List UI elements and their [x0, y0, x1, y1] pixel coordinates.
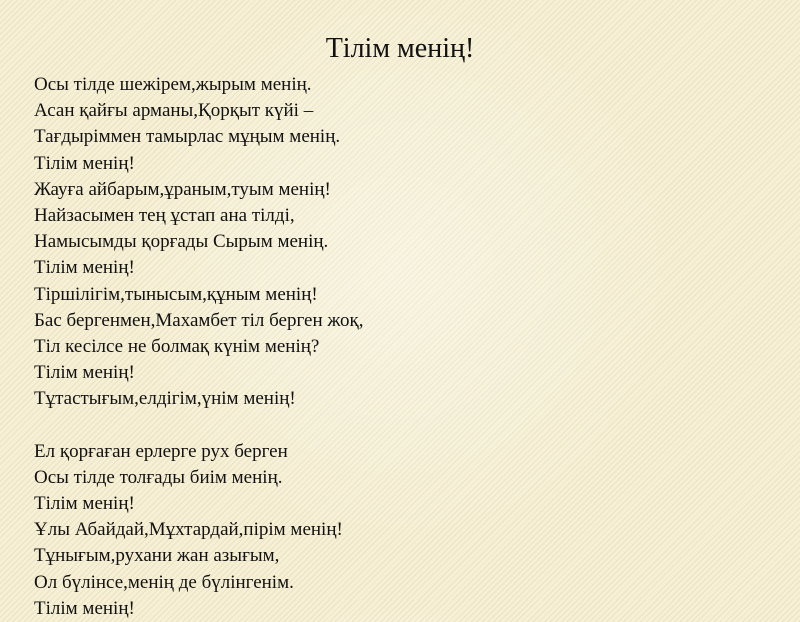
poem-line: Тіл кесілсе не болмақ күнім менің?: [34, 335, 320, 357]
poem-line: Тілім менің!: [34, 597, 135, 619]
poem-line: Тілім менің!: [34, 257, 135, 279]
poem-line: Найзасымен тең ұстап ана тілді,: [34, 204, 295, 226]
poem-line: Ел қорғаған ерлерге рух берген: [34, 440, 288, 462]
poem-line: Тілім менің!: [34, 362, 135, 384]
poem-line: Тілім менің!: [34, 152, 135, 174]
stanza-gap: [34, 412, 754, 438]
poem-line: Намысымды қорғады Сырым менің.: [34, 231, 329, 253]
poem-line: Тағдыріммен тамырлас мұңым менің.: [34, 126, 341, 148]
poem-line: Осы тілде шежірем,жырым менің.: [34, 74, 312, 95]
slide-title: Тілім менің!: [325, 33, 475, 64]
poem-line: Тілім менің!: [34, 493, 135, 514]
poem-body: [34, 72, 754, 622]
poem-line: Бас бергенмен,Махамбет тіл берген жоқ,: [34, 309, 364, 331]
poem-line: Ол бүлінсе,менің де бүлінгенім.: [34, 571, 294, 593]
poem-line: Тұтастығым,елдігім,үнім менің!: [34, 388, 296, 410]
poem-line: Ұлы Абайдай,Мұхтардай,пірім менің!: [34, 519, 343, 541]
poem-line: Тіршілігім,тынысым,құным менің!: [34, 283, 318, 305]
poem-line: Осы тілде толғады биім менің.: [34, 466, 283, 488]
poem-line: Тұнығым,рухани жан азығым,: [34, 545, 280, 567]
poem-line: Асан қайғы арманы,Қорқыт күйі –: [34, 100, 314, 122]
poem-line: Жауға айбарым,ұраным,туым менің!: [34, 178, 331, 200]
